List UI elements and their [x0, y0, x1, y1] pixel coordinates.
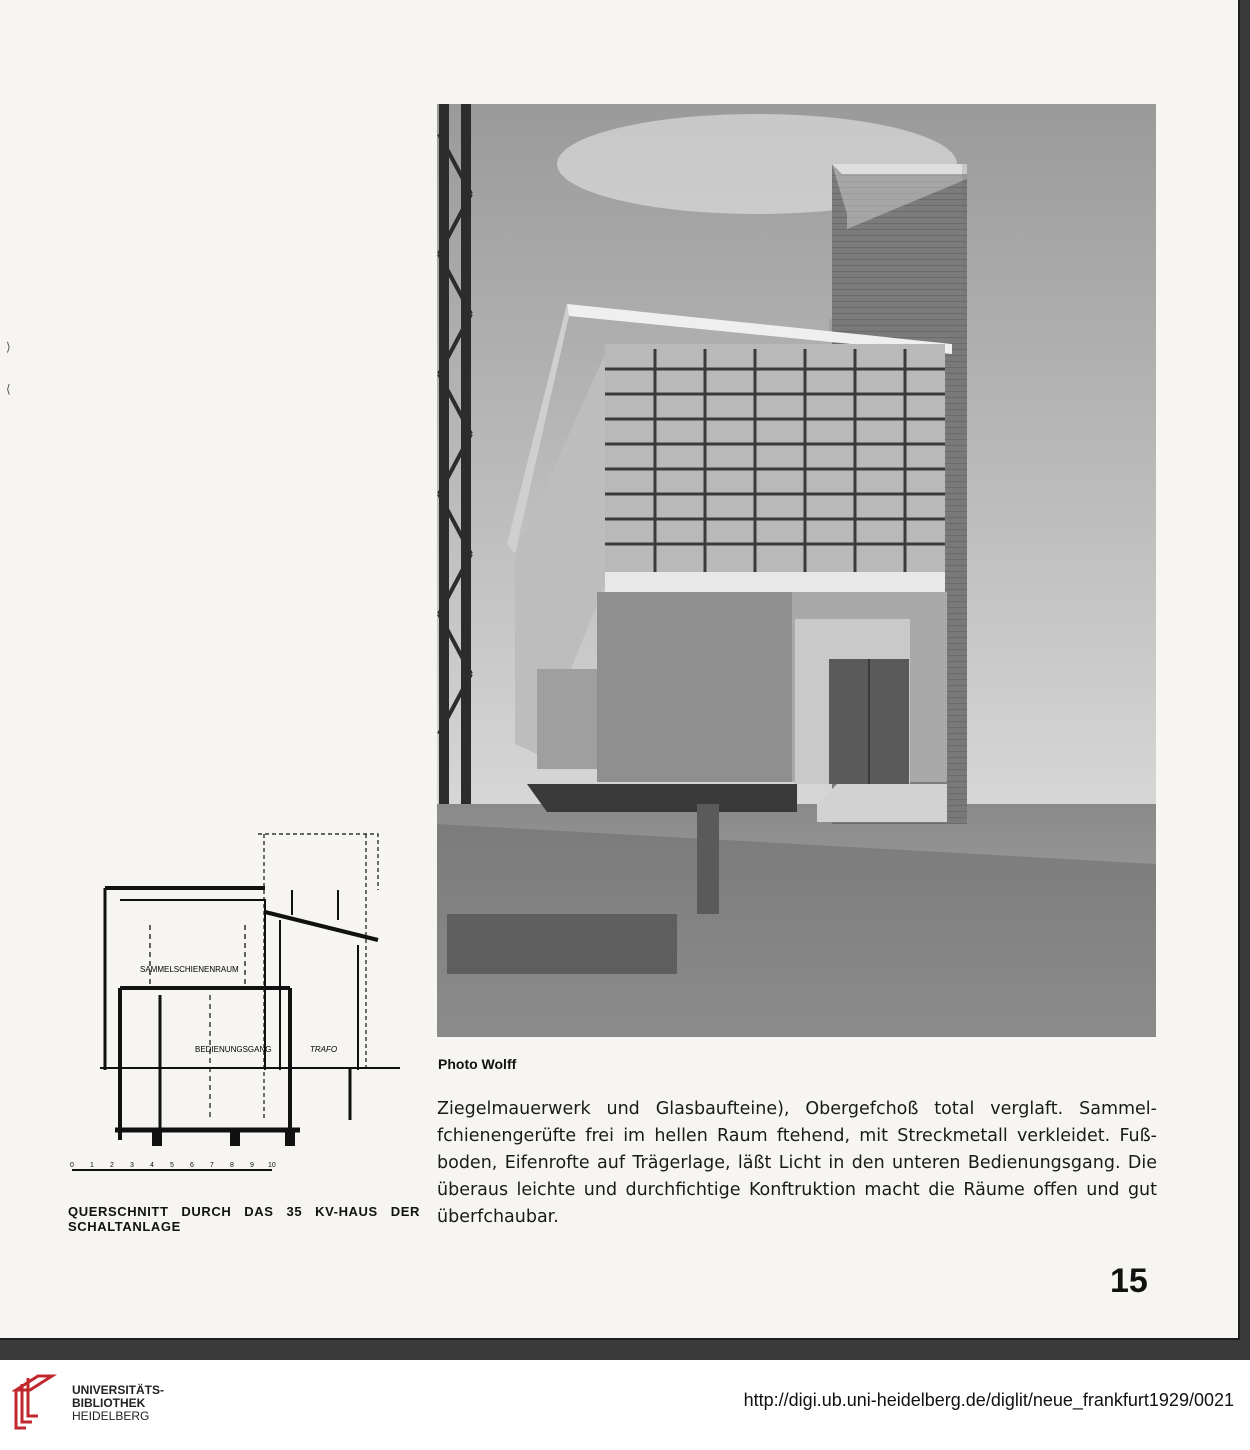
scale-tick: 9 [250, 1162, 254, 1169]
scale-tick: 6 [190, 1162, 194, 1169]
label-operating-corridor: BEDIENUNGSGANG [195, 1045, 272, 1054]
label-trafo: TRAFO [310, 1045, 338, 1054]
scale-tick: 1 [90, 1162, 94, 1169]
library-logo-icon[interactable] [12, 1372, 60, 1432]
body-paragraph: Ziegelmauerwerk und Glasbaufteine), Obergefchoß total verglaft. Sammelfchienengerüfte frei im hellen Raum ftehend, mit Streckmetall verkleidet. Fußboden, Eifenrofte auf Trägerlage, läßt Licht in den unteren Bedienungsgang. Die überaus leichte und durchfichtige Konftruktion macht die Räume offen und gut überfchaubar. [437, 1099, 1157, 1227]
permalink-url[interactable]: http://digi.ub.uni-heidelberg.de/diglit/neue_frankfurt1929/0021 [743, 1390, 1234, 1410]
building-photo [437, 104, 1156, 1037]
scale-tick: 2 [110, 1162, 114, 1169]
scale-tick: 3 [130, 1162, 134, 1169]
scale-tick: 10 [268, 1162, 276, 1169]
scale-tick: 0 [70, 1162, 74, 1169]
page-number: 15 [1110, 1262, 1148, 1300]
scale-bar [70, 1162, 276, 1169]
cross-section-drawing [60, 820, 420, 1180]
scale-tick: 4 [150, 1162, 154, 1169]
footer-bar [0, 1360, 1250, 1450]
photo-credit: Photo Wolff [438, 1056, 517, 1072]
drawing-caption: QUERSCHNITT DURCH DAS 35 KV-HAUS DER SCHALTANLAGE [68, 1204, 420, 1234]
label-busbar-room: SAMMELSCHIENENRAUM [140, 965, 239, 974]
scale-tick: 7 [210, 1162, 214, 1169]
library-name: UNIVERSITÄTS- BIBLIOTHEK HEIDELBERG [72, 1383, 165, 1423]
scale-tick: 5 [170, 1162, 174, 1169]
scale-tick: 8 [230, 1162, 234, 1169]
spine-marks: ⟩ ⟨ [6, 340, 11, 396]
